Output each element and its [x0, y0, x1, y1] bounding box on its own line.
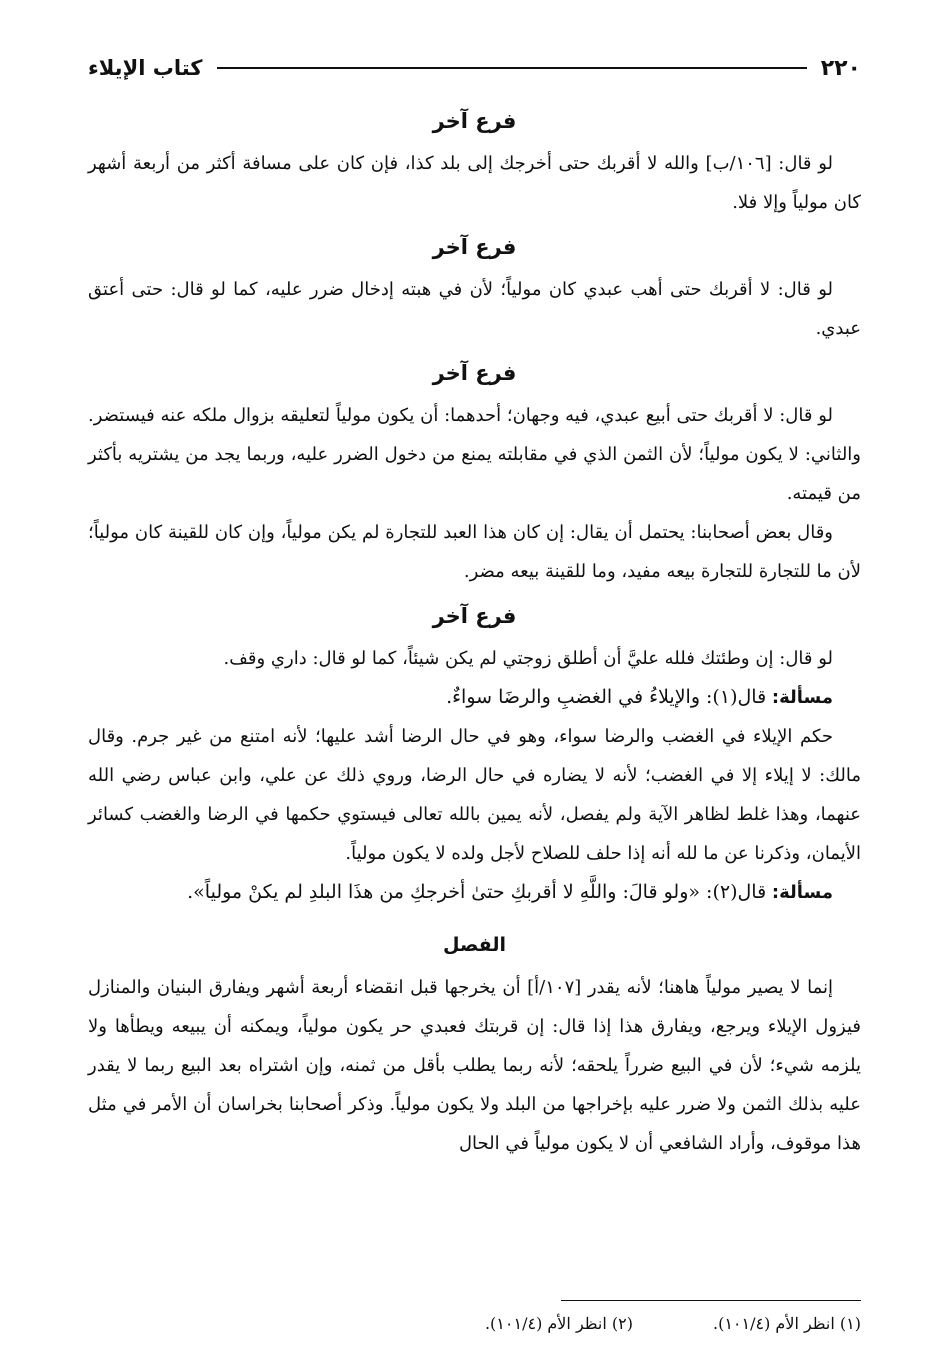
footnote-separator — [561, 1300, 861, 1301]
masala-text: قال(١): والإيلاءُ في الغضبِ والرضَا سواءٌ. — [446, 686, 767, 708]
running-head — [88, 48, 861, 88]
masala-paragraph — [88, 678, 861, 717]
paragraph: لو قال: إن وطئتك فلله عليَّ أن أطلق زوجتي لم يكن شيئاً، كما لو قال: داري وقف. — [223, 648, 833, 669]
footnote: (١) انظر الأم (١٠١/٤). — [712, 1314, 861, 1333]
header-rule — [217, 67, 807, 69]
paragraph: لو قال: [١٠٦/ب] والله لا أقربك حتى أخرجك إلى بلد كذا، فإن كان على مسافة أكثر من أربعة أشهر كان مولياً وإلا فلا. — [88, 153, 861, 213]
masala-label: مسألة: — [771, 882, 833, 903]
footnote-row — [88, 1309, 861, 1339]
section-heading: فرع آخر — [432, 361, 517, 385]
masala-label: مسألة: — [771, 687, 833, 708]
paragraph: وقال بعض أصحابنا: يحتمل أن يقال: إن كان هذا العبد للتجارة لم يكن مولياً، وإن كان للقينة كان مولياً؛ لأن ما للتجارة للتجارة بيعه مفيد، وما للقينة بيعه مضر. — [88, 522, 861, 582]
page-number: ٢٢٠ — [820, 55, 861, 81]
footnote: (٢) انظر الأم (١٠١/٤). — [484, 1314, 633, 1333]
paragraph: لو قال: لا أقربك حتى أبيع عبدي، فيه وجهان؛ أحدهما: أن يكون مولياً لتعليقه بزوال ملكه عنه فيستضر. والثاني: لا يكون مولياً؛ لأن الثمن الذي في مقابلته يمنع من دخول الضرر عليه، وربما يجد من يشتريه بأكثر من قيمته. — [88, 405, 862, 504]
section-heading: فرع آخر — [432, 235, 517, 259]
fasl-heading: الفصل — [442, 934, 506, 956]
masala-text: قال(٢): «ولو قالَ: واللَّهِ لا أقربكِ حتىٰ أخرجكِ من هذَا البلدِ لم يكنْ مولياً». — [187, 881, 767, 903]
paragraph: حكم الإيلاء في الغضب والرضا سواء، وهو في حال الرضا أشد عليها؛ لأنه امتنع من غير جرم. وقال مالك: لا إيلاء إلا في الغضب؛ لأنه لا يضاره في حال الرضا، وروي ذلك عن علي، وابن عباس رضي الله عنهما، وهذا غلط لظاهر الآية ولم يفصل، لأنه يمين بالله تعالى فيستوي حكمها في الرضا والغضب كسائر الأيمان، وذكرنا عن ما لله أنه إذا حلف للصلاح لأجل ولده لا يكون مولياً. — [88, 726, 861, 864]
book-title: كتاب الإيلاء — [88, 56, 203, 80]
paragraph: لو قال: لا أقربك حتى أهب عبدي كان مولياً؛ لأن في هبته إدخال ضرر عليه، كما لو قال: حتى أعتق عبدي. — [88, 279, 861, 339]
page-body — [88, 96, 861, 1163]
masala-paragraph — [88, 873, 861, 912]
footnotes — [88, 1300, 861, 1339]
section-heading: فرع آخر — [432, 109, 517, 133]
paragraph: إنما لا يصير مولياً هاهنا؛ لأنه يقدر [١٠٧/أ] أن يخرجها قبل انقضاء أربعة أشهر ويفارق البنيان والمنازل فيزول الإيلاء ويرجع، ويفارق هذا إذا قال: إن قربتك فعبدي حر يكون مولياً، ويمكنه أن يبيعه ويطأها ولا يلزمه شيء؛ لأن في البيع ضرراً يلحقه؛ لأنه ربما يطلب بأقل من ثمنه، وإن اشتراه بعد البيع ربما لا يقدر عليه بذلك الثمن ولا ضرر عليه بإخراجها من البلد ولا يكون مولياً. وذكر أصحابنا بخراسان أن الأمر في مثل هذا موقوف، وأراد الشافعي أن لا يكون مولياً في الحال — [88, 977, 861, 1154]
section-heading: فرع آخر — [432, 604, 517, 628]
